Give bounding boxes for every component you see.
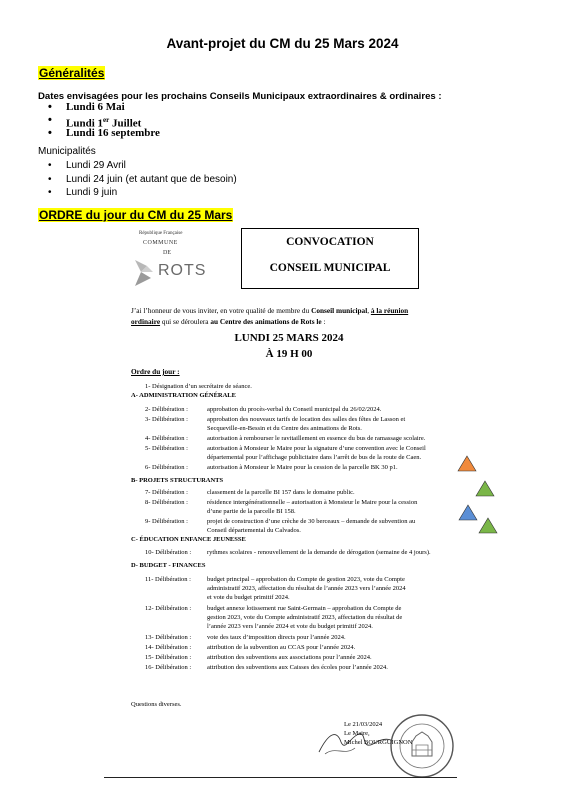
item-text: et vote du budget primitif 2024.	[207, 594, 290, 601]
list-item: • Lundi 16 septembre	[48, 127, 160, 140]
republique-francaise-text: République Française	[139, 231, 183, 236]
signature-date: Le 21/03/2024	[344, 721, 383, 728]
conseil-municipal-title: CONSEIL MUNICIPAL	[269, 262, 391, 274]
item-text: d’une partie de la parcelle BI 158.	[207, 508, 296, 515]
item-text: approbation des nouveaux tarifs de location des salles des fêtes de Lasson et	[207, 416, 406, 423]
generalites-heading: Généralités	[39, 66, 105, 80]
item-text: autorisation à rembourser le ravitaillement en essence du bus de ramassage scolaire.	[207, 435, 426, 442]
item-text: administratif 2023, affectation du résultat de l’année 2023 vers l’année 2024	[207, 585, 406, 592]
item-text: rythmes scolaires - renouvellement de la demande de dérogation (semaine de 4 jours).	[207, 549, 431, 556]
item-text: départemental pour l’affichage publicitaire dans l’arrêt de bus de la route de Caen.	[207, 454, 422, 461]
item-text: autorisation à Monsieur le Maire pour la cession de la parcelle BK 30 p1.	[207, 464, 398, 471]
item-text: attribution de la subvention au CCAS pour l’année 2024.	[207, 644, 356, 651]
item-label: 3- Délibération :	[145, 416, 188, 423]
page-title: Avant-projet du CM du 25 Mars 2024	[166, 36, 399, 51]
invitation-paragraph: J’ai l’honneur de vous inviter, en votre qualité de membre du Conseil municipal, à la réunion ordinaire qui se déroulera au Centre des animations de Rots le :	[131, 306, 409, 326]
rots-logo-icon	[131, 258, 156, 288]
dates-intro: Dates envisagées pour les prochains Conseils Municipaux extraordinaires & ordinaires :	[38, 91, 442, 102]
de-text: DE	[163, 250, 171, 256]
list-item: • Lundi 24 juin (et autant que de besoin)	[48, 173, 237, 187]
item-text: gestion 2023, vote du Compte administratif 2023, affectation du résultat de	[207, 614, 403, 621]
meeting-date: LUNDI 25 MARS 2024	[234, 332, 344, 344]
item-label: 15- Délibération :	[145, 654, 192, 661]
ordre-du-jour-heading: ORDRE du jour du CM du 25 Mars	[39, 208, 233, 222]
list-item: • Lundi 6 Mai	[48, 101, 160, 114]
item-text: autorisation à Monsieur le Maire pour la signature d’une convention avec le Conseil	[207, 445, 426, 452]
item-text: budget annexe lotissement rue Saint-Germain – approbation du Compte de	[207, 605, 402, 612]
section-d: D- BUDGET - FINANCES	[131, 562, 206, 569]
questions-diverses: Questions diverses.	[131, 701, 182, 708]
list-item: • Lundi 29 Avril	[48, 159, 237, 173]
rots-logo-text: ROTS	[158, 262, 207, 279]
section-b: B- PROJETS STRUCTURANTS	[131, 477, 224, 484]
bottom-rule	[104, 777, 457, 778]
item-label: 2- Délibération :	[145, 406, 188, 413]
green-triangle-icon	[475, 480, 495, 497]
item-text: résidence intergénérationnelle – autorisation à Monsieur le Maire pour la cession	[207, 499, 418, 506]
ordre-du-jour-label: Ordre du jour :	[131, 367, 180, 376]
orange-triangle-icon	[457, 455, 477, 472]
municipalites-label: Municipalités	[38, 146, 96, 157]
item-label: 11- Délibération :	[145, 576, 191, 583]
item-text: approbation du procès-verbal du Conseil municipal du 26/02/2024.	[207, 406, 382, 413]
item-label: 6- Délibération :	[145, 464, 188, 471]
section-c: C- ÉDUCATION ENFANCE JEUNESSE	[131, 536, 246, 543]
item-text: budget principal – approbation du Compte de gestion 2023, vote du Compte	[207, 576, 405, 583]
item-text: attribution des subventions aux Caisses des écoles pour l’année 2024.	[207, 664, 388, 671]
item-label: 10- Délibération :	[145, 549, 192, 556]
item-label: 13- Délibération :	[145, 634, 192, 641]
municipalites-list	[48, 159, 237, 200]
item-text: classement de la parcelle BI 157 dans le domaine public.	[207, 489, 355, 496]
item-label: 9- Délibération :	[145, 518, 188, 525]
item-label: 16- Délibération :	[145, 664, 192, 671]
item-label: 8- Délibération :	[145, 499, 188, 506]
item-text: projet de construction d’une crèche de 30 berceaux – demande de subvention au	[207, 518, 416, 525]
council-dates-list	[48, 101, 160, 140]
item-label: 4- Délibération :	[145, 435, 188, 442]
item-label: 14- Délibération :	[145, 644, 192, 651]
convocation-title: CONVOCATION	[286, 236, 374, 248]
item-text: attribution des subventions aux associations pour l’année 2024.	[207, 654, 372, 661]
municipal-seal-stamp	[388, 712, 456, 780]
list-item: • Lundi 1er Juillet	[48, 114, 160, 127]
item-label: 12- Délibération :	[145, 605, 192, 612]
green-triangle-icon	[478, 517, 498, 534]
item-text: Secqueville-en-Bessin et du Centre des animations de Rots.	[207, 425, 362, 432]
blue-triangle-icon	[458, 504, 478, 521]
meeting-time: À 19 H 00	[265, 348, 313, 360]
item-text: Conseil départemental du Calvados.	[207, 527, 301, 534]
section-a: A- ADMINISTRATION GÉNÉRALE	[131, 392, 236, 399]
item-text: vote des taux d’imposition directs pour l’année 2024.	[207, 634, 346, 641]
item-text: l’année 2023 vers l’année 2024 et vote du budget primitif 2024.	[207, 623, 373, 630]
item-label: 7- Délibération :	[145, 489, 188, 496]
signature-name: Michel BOURGUIGNON	[344, 739, 413, 746]
commune-text: COMMUNE	[143, 240, 178, 246]
list-item: • Lundi 9 juin	[48, 186, 237, 200]
agenda-item-1: 1- Désignation d’un secrétaire de séance.	[145, 383, 252, 390]
item-label: 5- Délibération :	[145, 445, 188, 452]
signature-role: Le Maire,	[344, 730, 370, 737]
